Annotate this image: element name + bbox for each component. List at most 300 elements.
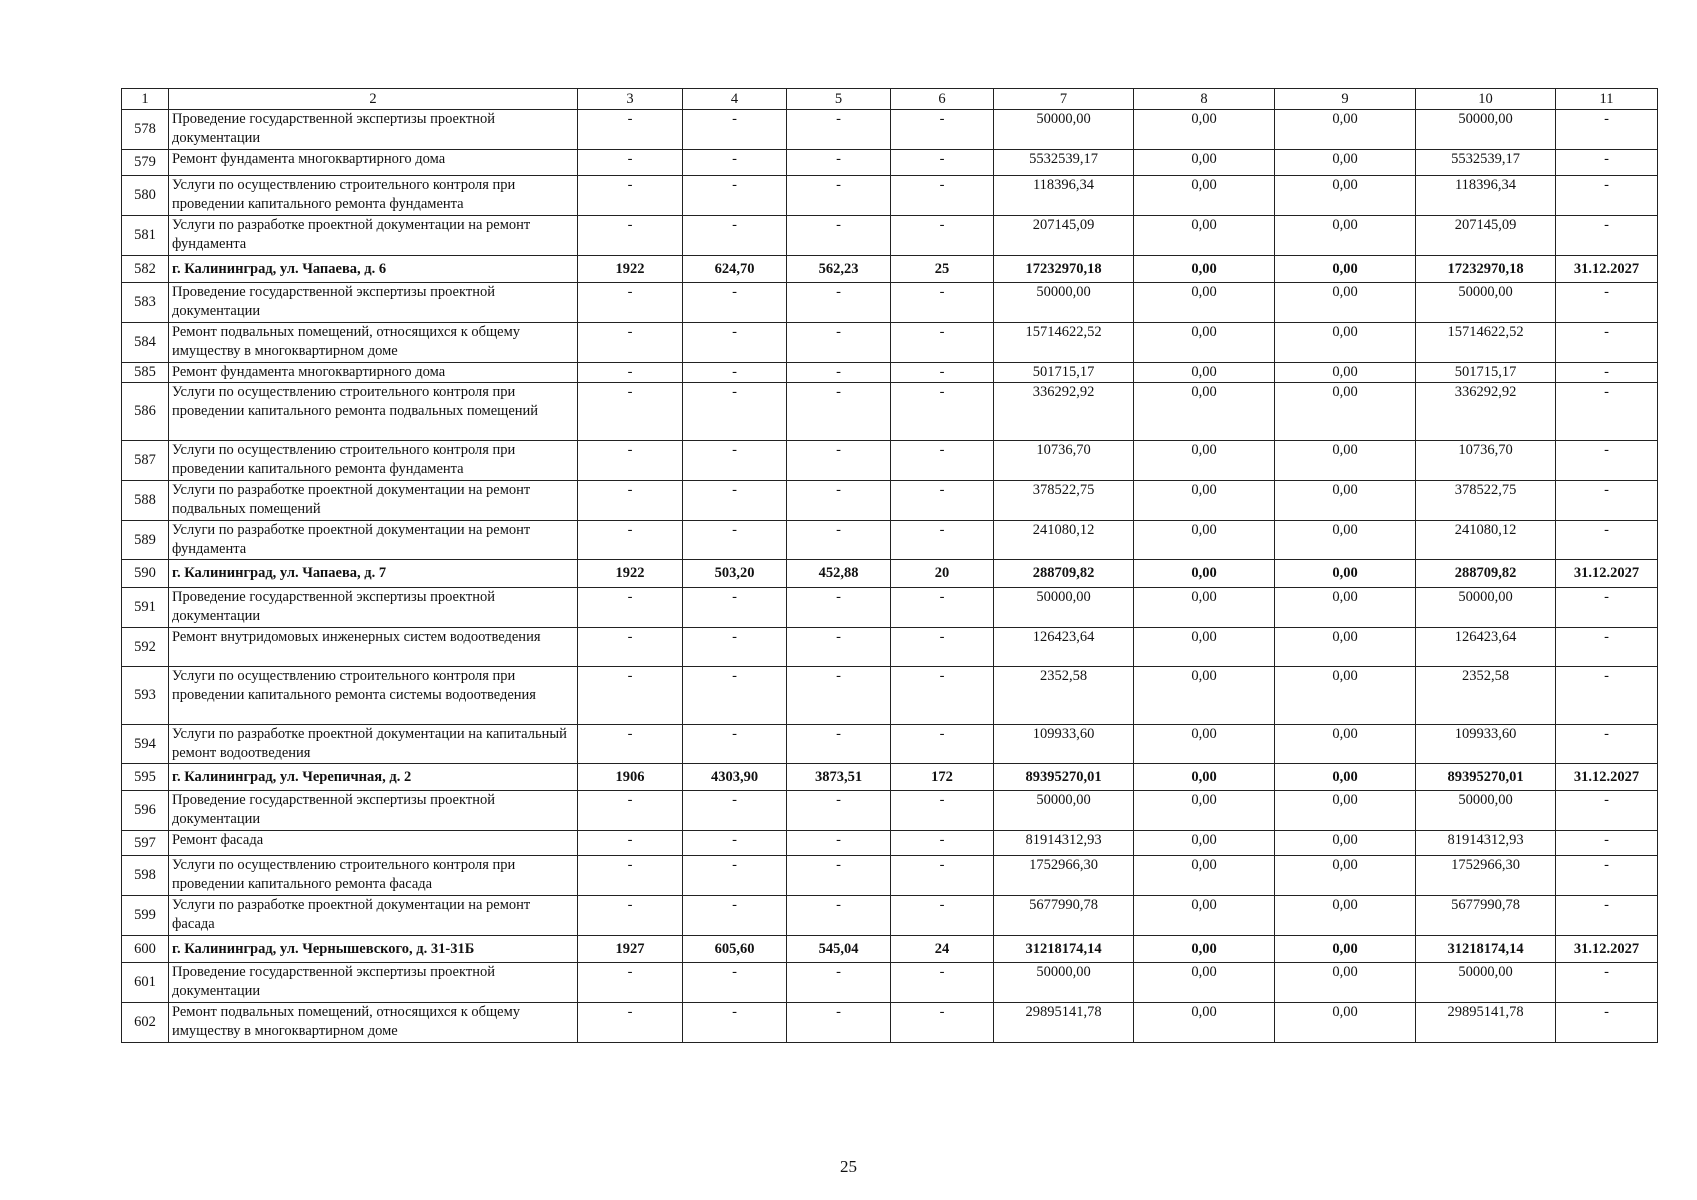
value-cell-c7: 378522,75	[994, 481, 1134, 521]
header-cell: 10	[1416, 89, 1556, 110]
deadline-cell: -	[1556, 441, 1658, 481]
work-description: Услуги по осуществлению строительного контроля при проведении капитального ремонта системы водоотведения	[169, 667, 578, 725]
header-cell: 5	[787, 89, 891, 110]
value-cell-c8: 0,00	[1134, 936, 1275, 963]
value-cell-c4: -	[683, 725, 787, 764]
value-cell-c4: -	[683, 176, 787, 216]
work-description: Проведение государственной экспертизы проектной документации	[169, 791, 578, 831]
value-cell-c6: -	[891, 628, 994, 667]
address-name: г. Калининград, ул. Черепичная, д. 2	[169, 764, 578, 791]
deadline-cell: -	[1556, 667, 1658, 725]
value-cell-c4: -	[683, 963, 787, 1003]
value-cell-c6: -	[891, 216, 994, 256]
value-cell-c5: -	[787, 216, 891, 256]
value-cell-c9: 0,00	[1275, 521, 1416, 560]
value-cell-c9: 0,00	[1275, 150, 1416, 176]
row-number: 599	[122, 896, 169, 936]
header-cell: 2	[169, 89, 578, 110]
value-cell-c7: 288709,82	[994, 560, 1134, 588]
row-number: 590	[122, 560, 169, 588]
work-description: Ремонт фасада	[169, 831, 578, 856]
work-description: Проведение государственной экспертизы проектной документации	[169, 283, 578, 323]
value-cell-c8: 0,00	[1134, 323, 1275, 363]
row-number: 578	[122, 110, 169, 150]
value-cell-c3: -	[578, 856, 683, 896]
deadline-cell: -	[1556, 963, 1658, 1003]
work-description: Услуги по осуществлению строительного контроля при проведении капитального ремонта фундамента	[169, 176, 578, 216]
value-cell-c5: -	[787, 791, 891, 831]
work-description: Проведение государственной экспертизы проектной документации	[169, 588, 578, 628]
value-cell-c7: 118396,34	[994, 176, 1134, 216]
value-cell-c5: -	[787, 283, 891, 323]
value-cell-c3: 1927	[578, 936, 683, 963]
value-cell-c4: -	[683, 791, 787, 831]
value-cell-c8: 0,00	[1134, 256, 1275, 283]
work-item-row	[122, 588, 1658, 628]
row-number: 588	[122, 481, 169, 521]
value-cell-c5: -	[787, 176, 891, 216]
value-cell-c3: -	[578, 896, 683, 936]
value-cell-c5: -	[787, 856, 891, 896]
value-cell-c6: -	[891, 963, 994, 1003]
value-cell-c3: -	[578, 216, 683, 256]
value-cell-c3: -	[578, 963, 683, 1003]
header-cell: 11	[1556, 89, 1658, 110]
value-cell-c9: 0,00	[1275, 963, 1416, 1003]
deadline-cell: -	[1556, 588, 1658, 628]
row-number: 602	[122, 1003, 169, 1043]
row-number: 593	[122, 667, 169, 725]
value-cell-c4: -	[683, 441, 787, 481]
work-description: Услуги по разработке проектной документации на ремонт фундамента	[169, 521, 578, 560]
work-description: Услуги по разработке проектной документации на ремонт фундамента	[169, 216, 578, 256]
deadline-cell: -	[1556, 521, 1658, 560]
header-cell: 9	[1275, 89, 1416, 110]
value-cell-c6: -	[891, 667, 994, 725]
deadline-cell: -	[1556, 323, 1658, 363]
value-cell-c6: 20	[891, 560, 994, 588]
value-cell-c4: -	[683, 856, 787, 896]
value-cell-c10: 17232970,18	[1416, 256, 1556, 283]
value-cell-c10: 29895141,78	[1416, 1003, 1556, 1043]
value-cell-c7: 501715,17	[994, 363, 1134, 383]
value-cell-c7: 1752966,30	[994, 856, 1134, 896]
value-cell-c10: 15714622,52	[1416, 323, 1556, 363]
row-number: 584	[122, 323, 169, 363]
work-item-row	[122, 383, 1658, 441]
value-cell-c7: 109933,60	[994, 725, 1134, 764]
deadline-cell: -	[1556, 481, 1658, 521]
row-number: 601	[122, 963, 169, 1003]
work-item-row	[122, 667, 1658, 725]
value-cell-c10: 89395270,01	[1416, 764, 1556, 791]
work-description: Услуги по разработке проектной документации на ремонт подвальных помещений	[169, 481, 578, 521]
value-cell-c7: 50000,00	[994, 110, 1134, 150]
value-cell-c8: 0,00	[1134, 383, 1275, 441]
page-number: 25	[840, 1157, 857, 1176]
value-cell-c5: -	[787, 521, 891, 560]
deadline-cell: -	[1556, 176, 1658, 216]
value-cell-c6: -	[891, 725, 994, 764]
deadline-cell: 31.12.2027	[1556, 560, 1658, 588]
value-cell-c8: 0,00	[1134, 521, 1275, 560]
value-cell-c6: 172	[891, 764, 994, 791]
work-item-row	[122, 521, 1658, 560]
value-cell-c10: 50000,00	[1416, 588, 1556, 628]
address-name: г. Калининград, ул. Чапаева, д. 6	[169, 256, 578, 283]
value-cell-c3: -	[578, 363, 683, 383]
value-cell-c10: 2352,58	[1416, 667, 1556, 725]
value-cell-c9: 0,00	[1275, 176, 1416, 216]
value-cell-c9: 0,00	[1275, 896, 1416, 936]
row-number: 581	[122, 216, 169, 256]
work-item-row	[122, 176, 1658, 216]
value-cell-c5: -	[787, 323, 891, 363]
value-cell-c3: -	[578, 150, 683, 176]
deadline-cell: -	[1556, 110, 1658, 150]
value-cell-c5: 562,23	[787, 256, 891, 283]
value-cell-c5: 452,88	[787, 560, 891, 588]
work-item-row	[122, 628, 1658, 667]
value-cell-c8: 0,00	[1134, 481, 1275, 521]
work-description: Ремонт подвальных помещений, относящихся к общему имуществу в многоквартирном доме	[169, 323, 578, 363]
value-cell-c4: -	[683, 521, 787, 560]
row-number: 597	[122, 831, 169, 856]
value-cell-c8: 0,00	[1134, 963, 1275, 1003]
repair-program-table	[121, 88, 1658, 1043]
value-cell-c3: 1922	[578, 256, 683, 283]
value-cell-c10: 10736,70	[1416, 441, 1556, 481]
value-cell-c7: 29895141,78	[994, 1003, 1134, 1043]
work-item-row	[122, 441, 1658, 481]
value-cell-c9: 0,00	[1275, 628, 1416, 667]
value-cell-c6: 25	[891, 256, 994, 283]
value-cell-c6: -	[891, 791, 994, 831]
header-cell: 6	[891, 89, 994, 110]
value-cell-c4: 624,70	[683, 256, 787, 283]
work-item-row	[122, 963, 1658, 1003]
value-cell-c4: 503,20	[683, 560, 787, 588]
value-cell-c6: -	[891, 283, 994, 323]
value-cell-c8: 0,00	[1134, 764, 1275, 791]
value-cell-c10: 378522,75	[1416, 481, 1556, 521]
value-cell-c9: 0,00	[1275, 216, 1416, 256]
work-item-row	[122, 216, 1658, 256]
row-number: 587	[122, 441, 169, 481]
value-cell-c9: 0,00	[1275, 856, 1416, 896]
value-cell-c3: -	[578, 441, 683, 481]
value-cell-c5: -	[787, 441, 891, 481]
value-cell-c9: 0,00	[1275, 588, 1416, 628]
deadline-cell: -	[1556, 283, 1658, 323]
work-description: Ремонт фундамента многоквартирного дома	[169, 363, 578, 383]
value-cell-c4: -	[683, 283, 787, 323]
row-number: 579	[122, 150, 169, 176]
deadline-cell: -	[1556, 1003, 1658, 1043]
value-cell-c7: 50000,00	[994, 588, 1134, 628]
value-cell-c7: 50000,00	[994, 963, 1134, 1003]
row-number: 583	[122, 283, 169, 323]
value-cell-c7: 241080,12	[994, 521, 1134, 560]
value-cell-c6: -	[891, 1003, 994, 1043]
value-cell-c6: -	[891, 896, 994, 936]
value-cell-c7: 15714622,52	[994, 323, 1134, 363]
value-cell-c10: 207145,09	[1416, 216, 1556, 256]
work-item-row	[122, 150, 1658, 176]
value-cell-c3: -	[578, 521, 683, 560]
value-cell-c3: 1922	[578, 560, 683, 588]
value-cell-c6: -	[891, 363, 994, 383]
value-cell-c6: -	[891, 441, 994, 481]
value-cell-c6: -	[891, 588, 994, 628]
value-cell-c9: 0,00	[1275, 791, 1416, 831]
address-name: г. Калининград, ул. Чернышевского, д. 31-31Б	[169, 936, 578, 963]
value-cell-c9: 0,00	[1275, 256, 1416, 283]
work-description: Проведение государственной экспертизы проектной документации	[169, 110, 578, 150]
value-cell-c7: 336292,92	[994, 383, 1134, 441]
value-cell-c4: -	[683, 216, 787, 256]
value-cell-c8: 0,00	[1134, 110, 1275, 150]
value-cell-c10: 50000,00	[1416, 791, 1556, 831]
value-cell-c9: 0,00	[1275, 725, 1416, 764]
value-cell-c8: 0,00	[1134, 283, 1275, 323]
work-item-row	[122, 831, 1658, 856]
value-cell-c8: 0,00	[1134, 176, 1275, 216]
value-cell-c6: -	[891, 481, 994, 521]
value-cell-c7: 2352,58	[994, 667, 1134, 725]
row-number: 596	[122, 791, 169, 831]
deadline-cell: -	[1556, 383, 1658, 441]
value-cell-c3: -	[578, 725, 683, 764]
value-cell-c8: 0,00	[1134, 588, 1275, 628]
value-cell-c9: 0,00	[1275, 560, 1416, 588]
value-cell-c4: 4303,90	[683, 764, 787, 791]
row-number: 582	[122, 256, 169, 283]
value-cell-c5: -	[787, 963, 891, 1003]
row-number: 580	[122, 176, 169, 216]
value-cell-c8: 0,00	[1134, 791, 1275, 831]
value-cell-c10: 50000,00	[1416, 110, 1556, 150]
value-cell-c5: 545,04	[787, 936, 891, 963]
work-description: Услуги по осуществлению строительного контроля при проведении капитального ремонта фасада	[169, 856, 578, 896]
value-cell-c4: -	[683, 628, 787, 667]
value-cell-c10: 50000,00	[1416, 963, 1556, 1003]
row-number: 591	[122, 588, 169, 628]
value-cell-c6: -	[891, 831, 994, 856]
value-cell-c3: -	[578, 628, 683, 667]
value-cell-c9: 0,00	[1275, 831, 1416, 856]
value-cell-c4: -	[683, 383, 787, 441]
value-cell-c9: 0,00	[1275, 1003, 1416, 1043]
row-number: 600	[122, 936, 169, 963]
value-cell-c5: -	[787, 628, 891, 667]
header-cell: 3	[578, 89, 683, 110]
value-cell-c7: 5677990,78	[994, 896, 1134, 936]
value-cell-c3: -	[578, 283, 683, 323]
address-row	[122, 256, 1658, 283]
value-cell-c5: -	[787, 110, 891, 150]
work-description: Ремонт подвальных помещений, относящихся к общему имуществу в многоквартирном доме	[169, 1003, 578, 1043]
header-cell: 4	[683, 89, 787, 110]
value-cell-c4: -	[683, 831, 787, 856]
value-cell-c8: 0,00	[1134, 896, 1275, 936]
value-cell-c9: 0,00	[1275, 323, 1416, 363]
value-cell-c5: -	[787, 896, 891, 936]
value-cell-c3: -	[578, 791, 683, 831]
header-cell: 7	[994, 89, 1134, 110]
work-item-row	[122, 1003, 1658, 1043]
value-cell-c10: 336292,92	[1416, 383, 1556, 441]
value-cell-c4: -	[683, 667, 787, 725]
deadline-cell: 31.12.2027	[1556, 764, 1658, 791]
value-cell-c9: 0,00	[1275, 110, 1416, 150]
work-description: Услуги по разработке проектной документации на ремонт фасада	[169, 896, 578, 936]
value-cell-c6: -	[891, 383, 994, 441]
value-cell-c10: 5532539,17	[1416, 150, 1556, 176]
value-cell-c10: 126423,64	[1416, 628, 1556, 667]
row-number: 592	[122, 628, 169, 667]
value-cell-c10: 1752966,30	[1416, 856, 1556, 896]
row-number: 586	[122, 383, 169, 441]
value-cell-c3: -	[578, 323, 683, 363]
value-cell-c10: 109933,60	[1416, 725, 1556, 764]
value-cell-c9: 0,00	[1275, 363, 1416, 383]
work-description: Услуги по осуществлению строительного контроля при проведении капитального ремонта подвальных помещений	[169, 383, 578, 441]
value-cell-c4: -	[683, 588, 787, 628]
work-item-row	[122, 363, 1658, 383]
value-cell-c8: 0,00	[1134, 560, 1275, 588]
work-item-row	[122, 110, 1658, 150]
header-cell: 1	[122, 89, 169, 110]
value-cell-c4: -	[683, 1003, 787, 1043]
deadline-cell: 31.12.2027	[1556, 936, 1658, 963]
value-cell-c4: -	[683, 110, 787, 150]
value-cell-c7: 5532539,17	[994, 150, 1134, 176]
value-cell-c6: -	[891, 856, 994, 896]
value-cell-c6: -	[891, 110, 994, 150]
row-number: 589	[122, 521, 169, 560]
value-cell-c5: -	[787, 1003, 891, 1043]
value-cell-c3: -	[578, 481, 683, 521]
value-cell-c7: 207145,09	[994, 216, 1134, 256]
value-cell-c5: 3873,51	[787, 764, 891, 791]
work-item-row	[122, 896, 1658, 936]
value-cell-c6: -	[891, 150, 994, 176]
work-item-row	[122, 856, 1658, 896]
value-cell-c3: -	[578, 831, 683, 856]
value-cell-c9: 0,00	[1275, 283, 1416, 323]
column-number-header	[122, 89, 1658, 110]
value-cell-c8: 0,00	[1134, 856, 1275, 896]
work-description: Ремонт внутридомовых инженерных систем водоотведения	[169, 628, 578, 667]
value-cell-c10: 5677990,78	[1416, 896, 1556, 936]
deadline-cell: -	[1556, 856, 1658, 896]
work-description: Ремонт фундамента многоквартирного дома	[169, 150, 578, 176]
value-cell-c6: 24	[891, 936, 994, 963]
value-cell-c3: -	[578, 383, 683, 441]
value-cell-c5: -	[787, 363, 891, 383]
deadline-cell: -	[1556, 363, 1658, 383]
deadline-cell: -	[1556, 628, 1658, 667]
work-item-row	[122, 791, 1658, 831]
value-cell-c8: 0,00	[1134, 150, 1275, 176]
value-cell-c4: -	[683, 323, 787, 363]
value-cell-c4: 605,60	[683, 936, 787, 963]
value-cell-c5: -	[787, 667, 891, 725]
value-cell-c6: -	[891, 176, 994, 216]
row-number: 585	[122, 363, 169, 383]
value-cell-c7: 10736,70	[994, 441, 1134, 481]
value-cell-c9: 0,00	[1275, 441, 1416, 481]
value-cell-c4: -	[683, 363, 787, 383]
value-cell-c7: 31218174,14	[994, 936, 1134, 963]
value-cell-c4: -	[683, 150, 787, 176]
value-cell-c10: 81914312,93	[1416, 831, 1556, 856]
value-cell-c6: -	[891, 521, 994, 560]
value-cell-c10: 501715,17	[1416, 363, 1556, 383]
value-cell-c7: 89395270,01	[994, 764, 1134, 791]
work-description: Проведение государственной экспертизы проектной документации	[169, 963, 578, 1003]
value-cell-c9: 0,00	[1275, 667, 1416, 725]
row-number: 595	[122, 764, 169, 791]
value-cell-c9: 0,00	[1275, 481, 1416, 521]
value-cell-c7: 17232970,18	[994, 256, 1134, 283]
value-cell-c3: -	[578, 588, 683, 628]
address-row	[122, 560, 1658, 588]
row-number: 598	[122, 856, 169, 896]
deadline-cell: -	[1556, 831, 1658, 856]
deadline-cell: -	[1556, 791, 1658, 831]
value-cell-c8: 0,00	[1134, 725, 1275, 764]
address-name: г. Калининград, ул. Чапаева, д. 7	[169, 560, 578, 588]
work-item-row	[122, 283, 1658, 323]
deadline-cell: -	[1556, 725, 1658, 764]
value-cell-c6: -	[891, 323, 994, 363]
value-cell-c10: 50000,00	[1416, 283, 1556, 323]
address-row	[122, 936, 1658, 963]
value-cell-c8: 0,00	[1134, 1003, 1275, 1043]
work-description: Услуги по осуществлению строительного контроля при проведении капитального ремонта фундамента	[169, 441, 578, 481]
value-cell-c9: 0,00	[1275, 764, 1416, 791]
value-cell-c3: -	[578, 1003, 683, 1043]
value-cell-c4: -	[683, 481, 787, 521]
value-cell-c5: -	[787, 588, 891, 628]
value-cell-c5: -	[787, 150, 891, 176]
value-cell-c7: 50000,00	[994, 791, 1134, 831]
address-row	[122, 764, 1658, 791]
value-cell-c8: 0,00	[1134, 216, 1275, 256]
value-cell-c10: 118396,34	[1416, 176, 1556, 216]
value-cell-c8: 0,00	[1134, 363, 1275, 383]
work-item-row	[122, 725, 1658, 764]
value-cell-c8: 0,00	[1134, 831, 1275, 856]
value-cell-c7: 50000,00	[994, 283, 1134, 323]
value-cell-c3: -	[578, 667, 683, 725]
value-cell-c10: 241080,12	[1416, 521, 1556, 560]
value-cell-c3: -	[578, 176, 683, 216]
work-item-row	[122, 481, 1658, 521]
work-description: Услуги по разработке проектной документации на капитальный ремонт водоотведения	[169, 725, 578, 764]
value-cell-c5: -	[787, 481, 891, 521]
value-cell-c4: -	[683, 896, 787, 936]
row-number: 594	[122, 725, 169, 764]
deadline-cell: -	[1556, 216, 1658, 256]
value-cell-c10: 31218174,14	[1416, 936, 1556, 963]
value-cell-c5: -	[787, 831, 891, 856]
value-cell-c8: 0,00	[1134, 628, 1275, 667]
value-cell-c5: -	[787, 383, 891, 441]
value-cell-c5: -	[787, 725, 891, 764]
